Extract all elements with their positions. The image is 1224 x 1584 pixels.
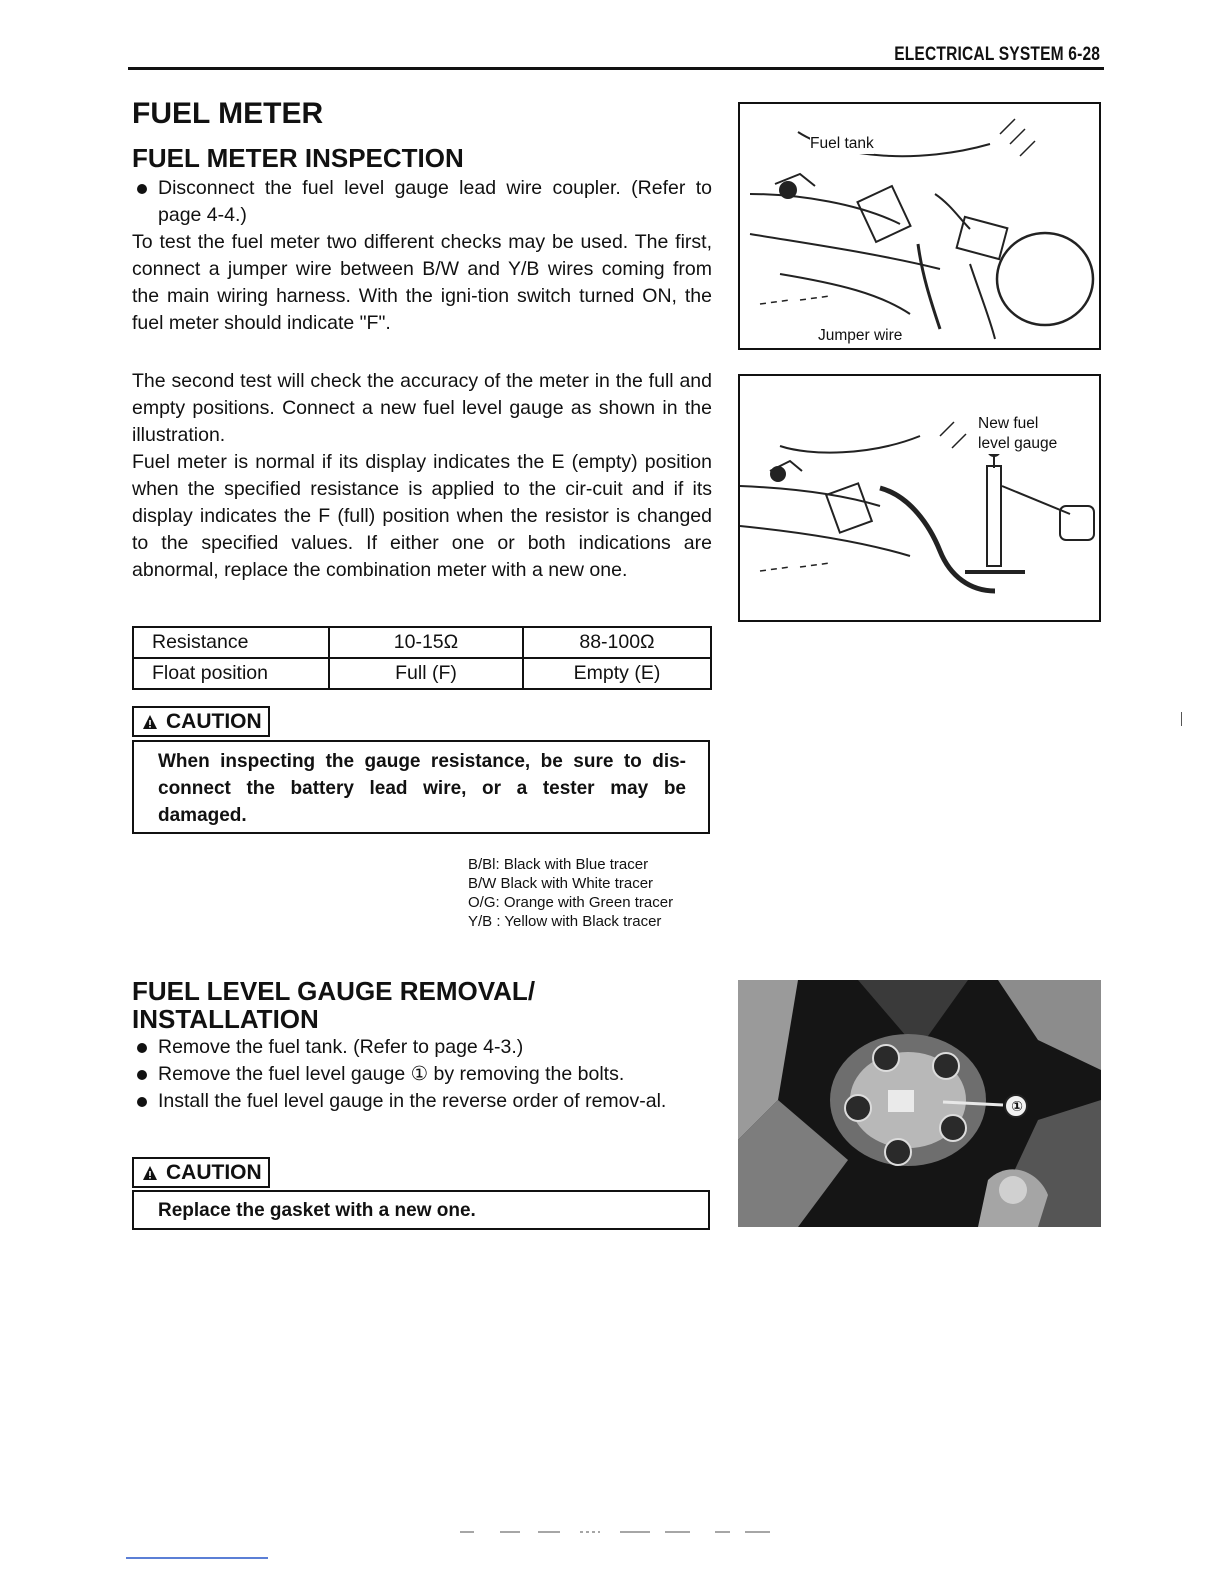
legend-item: B/Bl: Black with Blue tracer — [468, 856, 649, 873]
footer-dash-marks — [460, 1530, 780, 1534]
legend-item: O/G: Orange with Green tracer — [468, 894, 674, 911]
bullet-dot — [137, 1043, 147, 1053]
warning-icon — [142, 714, 158, 730]
table-row — [133, 627, 711, 658]
footer-underline — [126, 1557, 268, 1559]
fuel-tank-label: Fuel tank — [810, 135, 874, 152]
subsection-title-inspection: FUEL METER INSPECTION — [132, 143, 464, 173]
legend-item: B/W Black with White tracer — [468, 875, 654, 892]
warning-icon — [142, 1165, 158, 1181]
new-gauge-drawing — [740, 376, 1099, 620]
bullet-item — [132, 1061, 712, 1088]
bullet-text: Remove the fuel tank. (Refer to page 4-3.) — [158, 1036, 524, 1058]
caution-label-text: CAUTION — [166, 1161, 262, 1184]
accuracy-text-block — [132, 368, 712, 584]
table-cell: 10-15Ω — [329, 627, 523, 658]
jumper-wire-illustration — [738, 102, 1101, 350]
table-row — [133, 658, 711, 689]
caution-label-text: CAUTION — [166, 710, 262, 733]
section-title-fuel-meter: FUEL METER — [132, 97, 324, 130]
paragraph: To test the fuel meter two different checks may be used. The first, connect a jumper wire between B/W and Y/B wires coming from the main wiring harness. With the igni-tion switch turned ON, the fuel meter should indicate "F". — [132, 231, 712, 334]
table-cell: Resistance — [133, 627, 329, 658]
bullet-text: Remove the fuel level gauge ① by removing the bolts. — [158, 1063, 625, 1085]
inspection-text-block — [132, 175, 712, 337]
section-title-line: FUEL LEVEL GAUGE REMOVAL/ — [132, 976, 536, 1006]
resistance-spec-table — [132, 626, 712, 690]
new-gauge-illustration — [738, 374, 1101, 622]
paragraph: Fuel meter is normal if its display indicates the E (empty) position when the specified resistance is applied to the cir-cuit and if its display indicates the F (full) position when the resistor is changed to the specified values. If either one or both indications are abnormal, replace the combination meter with a new one. — [132, 451, 712, 581]
bullet-text: Disconnect the fuel level gauge lead wire coupler. (Refer to page 4-4.) — [158, 177, 712, 226]
page-header: ELECTRICAL SYSTEM 6-28 — [894, 44, 1100, 65]
bullet-item — [132, 1088, 712, 1115]
table-cell: 88-100Ω — [523, 627, 711, 658]
new-fuel-label-line1: New fuel — [978, 415, 1039, 432]
fuel-gauge-photo — [738, 980, 1101, 1227]
section-title-gauge-removal — [132, 977, 535, 1033]
fuel-gauge-photo-drawing — [738, 980, 1101, 1227]
caution-box: Replace the gasket with a new one. — [132, 1190, 710, 1230]
paragraph: The second test will check the accuracy of the meter in the full and empty positions. Connect a new fuel level gauge as shown in the illustration. — [132, 370, 712, 446]
jumper-wire-drawing — [740, 104, 1099, 348]
margin-mark — [1181, 712, 1182, 726]
caution-box: When inspecting the gauge resistance, be sure to dis-connect the battery lead wire, or a tester may be damaged. — [132, 740, 710, 834]
jumper-wire-label: Jumper wire — [818, 327, 903, 344]
bullet-dot — [137, 1097, 147, 1107]
new-fuel-label-line2: level gauge — [978, 435, 1058, 452]
bullet-dot — [137, 184, 147, 194]
caution-label — [132, 706, 270, 737]
wire-color-legend — [468, 855, 673, 931]
callout-marker: ① — [1011, 1098, 1023, 1114]
legend-item: Y/B : Yellow with Black tracer — [468, 913, 662, 930]
header-rule — [128, 67, 1104, 70]
bullet-text: Install the fuel level gauge in the reverse order of remov-al. — [158, 1090, 667, 1112]
bullet-item — [132, 1034, 712, 1061]
caution-label — [132, 1157, 270, 1188]
removal-steps — [132, 1034, 712, 1115]
table-cell: Float position — [133, 658, 329, 689]
table-cell: Full (F) — [329, 658, 523, 689]
bullet-item — [132, 175, 712, 229]
table-cell: Empty (E) — [523, 658, 711, 689]
section-title-line: INSTALLATION — [132, 1004, 319, 1034]
bullet-dot — [137, 1070, 147, 1080]
